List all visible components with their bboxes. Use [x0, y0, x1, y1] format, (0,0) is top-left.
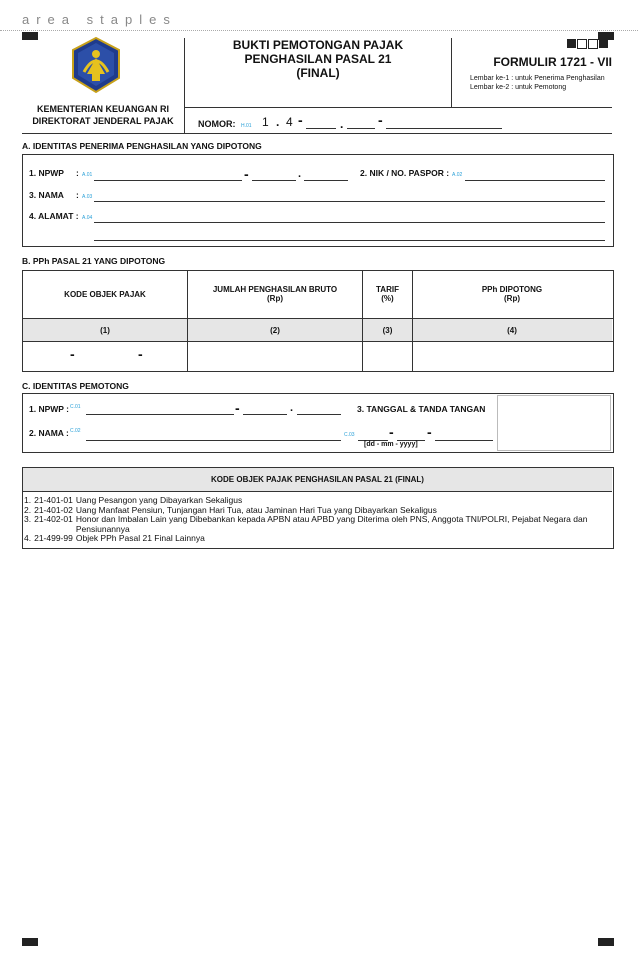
staples-divider	[0, 30, 638, 31]
item-no: 4.	[24, 533, 32, 543]
pph-dipotong-input[interactable]	[414, 343, 610, 369]
a-npwp-dot: .	[298, 168, 302, 180]
a-npwp-field-1[interactable]	[94, 180, 242, 181]
item-code: 21-402-01	[34, 514, 73, 524]
ministry-line: KEMENTERIAN KEUANGAN RI	[36, 104, 169, 114]
c-date-format: [dd - mm - yyyy]	[364, 441, 418, 448]
signature-box[interactable]	[497, 395, 611, 451]
kode-objek-table	[24, 496, 610, 544]
col-number-4: (4)	[507, 325, 517, 335]
col-pph-l2: (Rp)	[504, 294, 520, 303]
item-no: 3.	[24, 514, 32, 524]
nomor-digit-2: 4	[286, 115, 293, 129]
col-header-tarif	[362, 270, 413, 318]
c-ttd-label: 3. TANGGAL & TANDA TANGAN	[357, 404, 486, 414]
a-alamat-code: A.04	[82, 215, 93, 221]
c-npwp-code: C.01	[70, 404, 81, 410]
a-npwp-dash: -	[244, 166, 249, 182]
ministry-name	[22, 103, 184, 127]
form-title-line3: (FINAL)	[296, 66, 340, 80]
col-pph-l1: PPh DIPOTONG	[481, 285, 543, 294]
form-title-line1: BUKTI PEMOTONGAN PAJAK	[232, 38, 404, 52]
a-npwp-code: A.01	[82, 172, 93, 178]
form-code: FORMULIR 1721 - VII	[493, 55, 612, 69]
col-header-jumlah	[187, 270, 363, 318]
header-divider-right	[451, 38, 452, 107]
nomor-label: NOMOR:	[198, 119, 236, 129]
col-number-3: (3)	[382, 325, 393, 335]
section-c-title: C. IDENTITAS PEMOTONG	[22, 381, 129, 391]
corner-mark-bottom-left	[22, 938, 38, 946]
lembar-1: Lembar ke-1 : untuk Penerima Penghasilan	[470, 75, 605, 82]
c-date-year[interactable]	[435, 440, 493, 441]
list-item	[24, 534, 610, 544]
kemenkeu-logo	[70, 36, 122, 94]
kode-dash-1: -	[70, 346, 75, 362]
item-no: 2.	[24, 504, 32, 515]
col-header-kode: KODE OBJEK PAJAK	[64, 289, 146, 299]
c-npwp-dot: .	[290, 402, 294, 414]
kode-objek-title: KODE OBJEK PAJAK PENGHASILAN PASAL 21 (FINAL)	[23, 468, 612, 492]
kode-objek-input[interactable]	[24, 343, 186, 369]
sheet-indicator	[567, 39, 608, 49]
a-nama-field[interactable]	[94, 201, 605, 202]
item-code: 21-401-01	[34, 495, 73, 505]
c-npwp-field-2[interactable]	[243, 414, 287, 415]
a-nama-colon: :	[76, 190, 79, 200]
area-staples-label: area staples	[22, 12, 177, 27]
item-no: 1.	[24, 495, 32, 505]
nomor-field-3[interactable]	[386, 128, 502, 129]
item-desc: Honor dan Imbalan Lain yang Dibebankan kepada APBN atau APBD yang Diterima oleh PNS, Anggota TNI/POLRI, Pejabat Negara dan Pensiunannya	[75, 514, 588, 534]
corner-mark-top-left	[22, 32, 38, 40]
c-date-dash-1: -	[389, 424, 394, 440]
item-code: 21-401-02	[34, 504, 73, 515]
c-nama-label: 2. NAMA :	[29, 428, 69, 438]
a-nik-field[interactable]	[465, 180, 605, 181]
c-npwp-field-1[interactable]	[86, 414, 234, 415]
header-bottom-line	[22, 133, 612, 134]
item-desc: Objek PPh Pasal 21 Final Lainnya	[75, 533, 205, 543]
item-desc: Uang Pesangon yang Dibayarkan Sekaligus	[75, 495, 243, 505]
a-nik-code: A.02	[452, 172, 463, 178]
a-alamat-label: 4. ALAMAT :	[29, 211, 79, 221]
nomor-code: H.01	[241, 123, 252, 129]
c-npwp-label: 1. NPWP :	[29, 404, 69, 414]
col-tarif-l1: TARIF	[376, 285, 399, 294]
a-nama-label: 3. NAMA	[29, 190, 64, 200]
jumlah-bruto-input[interactable]	[189, 343, 361, 369]
form-title	[185, 38, 451, 80]
lembar-2: Lembar ke-2 : untuk Pemotong	[470, 84, 567, 91]
col-number-2: (2)	[270, 325, 280, 335]
section-a-title: A. IDENTITAS PENERIMA PENGHASILAN YANG DIPOTONG	[22, 141, 262, 151]
nomor-digit-1: 1	[262, 115, 269, 129]
c-date-code: C.03	[344, 432, 355, 438]
col-jumlah-l2: (Rp)	[267, 294, 283, 303]
list-item	[24, 515, 610, 534]
c-npwp-field-3[interactable]	[297, 414, 341, 415]
item-code: 21-499-99	[34, 533, 73, 543]
nomor-field-1[interactable]	[306, 128, 336, 129]
square-filled-1	[567, 39, 576, 48]
col-tarif-l2: (%)	[381, 294, 394, 303]
nomor-dash-1: -	[298, 112, 303, 128]
a-npwp-colon: :	[76, 168, 79, 178]
nomor-dot-2: .	[340, 117, 344, 131]
form-title-line2: PENGHASILAN PASAL 21	[244, 52, 392, 66]
a-npwp-field-2[interactable]	[252, 180, 296, 181]
c-nama-code: C.02	[70, 428, 81, 434]
c-nama-field[interactable]	[86, 440, 341, 441]
col-header-pph	[412, 270, 612, 318]
tarif-input[interactable]	[364, 343, 411, 369]
nomor-dot-1: .	[276, 115, 280, 129]
square-filled-4	[599, 39, 608, 48]
header-line	[184, 107, 612, 108]
nomor-dash-2: -	[378, 112, 383, 128]
section-b-title: B. PPh PASAL 21 YANG DIPOTONG	[22, 256, 166, 266]
corner-mark-bottom-right	[598, 938, 614, 946]
a-npwp-field-3[interactable]	[304, 180, 348, 181]
kode-dash-2: -	[138, 346, 143, 362]
directorate-line: DIREKTORAT JENDERAL PAJAK	[32, 116, 174, 126]
square-empty-2	[577, 39, 587, 49]
c-npwp-dash: -	[235, 400, 240, 416]
a-nama-code: A.03	[82, 194, 93, 200]
c-date-dash-2: -	[427, 424, 432, 440]
lembar-info	[470, 74, 605, 92]
col-jumlah-l1: JUMLAH PENGHASILAN BRUTO	[212, 285, 338, 294]
a-nik-label: 2. NIK / NO. PASPOR :	[360, 168, 450, 178]
table-line-2	[22, 341, 613, 342]
item-desc: Uang Manfaat Pensiun, Tunjangan Hari Tua, atau Jaminan Hari Tua yang Dibayarkan Sekaligus	[75, 504, 437, 515]
a-alamat-field-2[interactable]	[94, 240, 605, 241]
nomor-field-2[interactable]	[347, 128, 375, 129]
col-number-1: (1)	[100, 325, 110, 335]
square-empty-3	[588, 39, 598, 49]
a-npwp-label: 1. NPWP	[29, 168, 64, 178]
kode-objek-list	[24, 496, 610, 544]
a-alamat-field-1[interactable]	[94, 222, 605, 223]
